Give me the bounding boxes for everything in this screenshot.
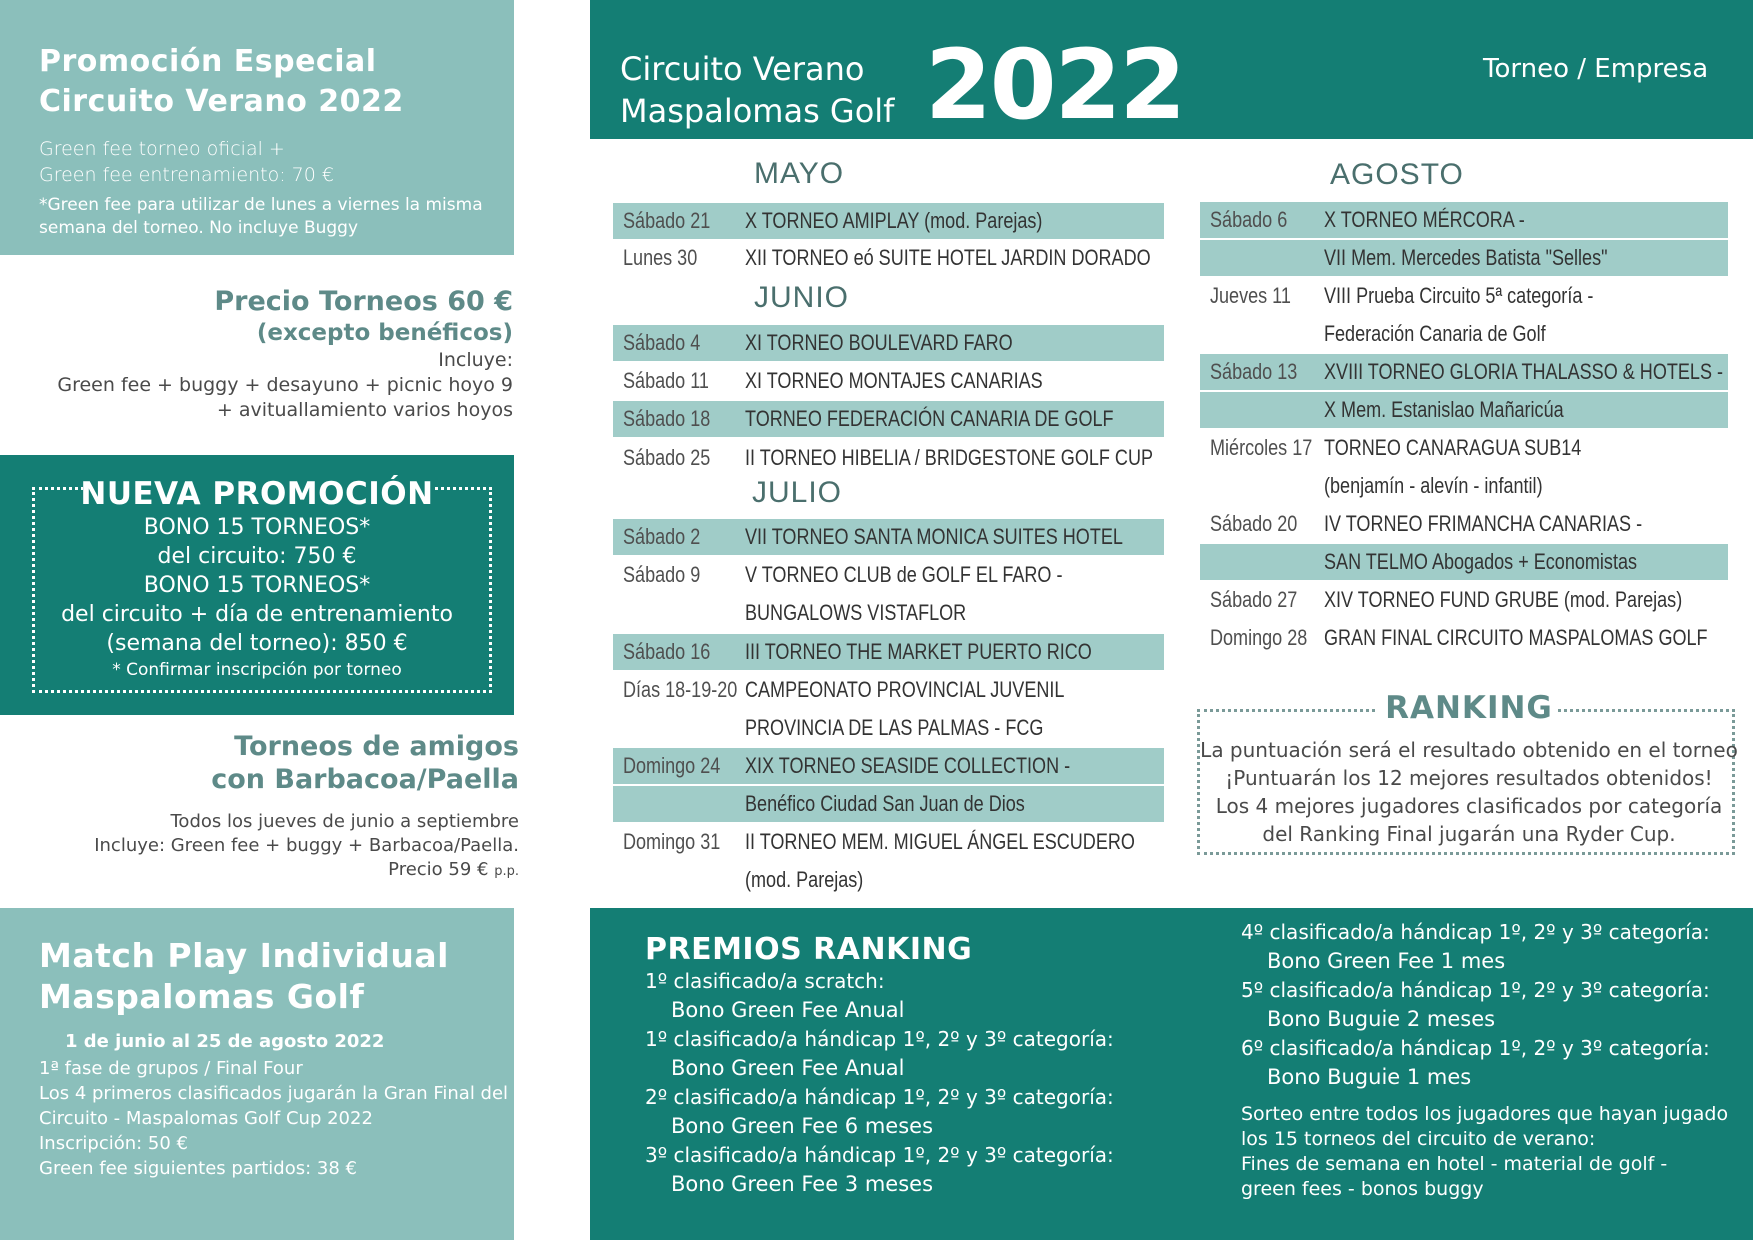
schedule-day: Miércoles 17 bbox=[1210, 435, 1313, 460]
schedule-event: TORNEO CANARAGUA SUB14 bbox=[1324, 435, 1582, 460]
schedule-row bbox=[613, 557, 1164, 593]
premio-3-prize: Bono Green Fee 6 meses bbox=[671, 1114, 934, 1138]
match-dates: 1 de junio al 25 de agosto 2022 bbox=[65, 1031, 385, 1052]
amigos-title-2: con Barbacoa/Paella bbox=[211, 764, 519, 795]
month-julio: JULIO bbox=[752, 476, 843, 509]
match-line-1: 1ª fase de grupos / Final Four bbox=[39, 1058, 303, 1079]
schedule-row bbox=[613, 786, 1164, 822]
schedule-row bbox=[1200, 202, 1728, 238]
sorteo-line-3: Fines de semana en hotel - material de golf - bbox=[1241, 1153, 1668, 1175]
premios-left bbox=[645, 932, 1114, 1199]
torneos-amigos-block bbox=[14, 730, 519, 884]
amigos-line-3 bbox=[14, 858, 519, 884]
schedule-day: Sábado 18 bbox=[623, 406, 711, 431]
schedule-day: Sábado 25 bbox=[623, 445, 711, 470]
schedule-event: Federación Canaria de Golf bbox=[1324, 321, 1546, 346]
precio-line-3: + avituallamiento varios hoyos bbox=[216, 399, 513, 421]
schedule-event: IV TORNEO FRIMANCHA CANARIAS - bbox=[1324, 511, 1643, 536]
schedule-row bbox=[1200, 468, 1728, 504]
premio-5-label: 4º clasificado/a hándicap 1º, 2º y 3º categoría: bbox=[1241, 920, 1710, 944]
schedule-day: Sábado 9 bbox=[623, 562, 701, 587]
nueva-line-4: del circuito + día de entrenamiento bbox=[61, 602, 453, 627]
amigos-price-unit: p.p. bbox=[494, 864, 519, 879]
schedule-event: XIV TORNEO FUND GRUBE (mod. Parejas) bbox=[1324, 587, 1683, 612]
schedule-day: Domingo 24 bbox=[623, 753, 721, 778]
premio-1-label: 1º clasificado/a scratch: bbox=[645, 969, 885, 993]
schedule-row bbox=[1200, 582, 1728, 618]
match-play-box bbox=[0, 908, 514, 1240]
schedule-row bbox=[613, 595, 1164, 631]
schedule-event: VIII Prueba Circuito 5ª categoría - bbox=[1324, 283, 1594, 308]
schedule-row bbox=[613, 862, 1164, 898]
precio-line-1: Incluye: bbox=[438, 349, 513, 371]
premio-5-prize: Bono Green Fee 1 mes bbox=[1267, 949, 1506, 973]
schedule-day: Lunes 30 bbox=[623, 245, 698, 270]
schedule-row bbox=[1200, 620, 1728, 656]
premio-7-prize: Bono Buguie 1 mes bbox=[1267, 1065, 1472, 1089]
month-mayo: MAYO bbox=[754, 157, 845, 190]
schedule-day: Sábado 21 bbox=[623, 208, 711, 233]
schedule-event: III TORNEO THE MARKET PUERTO RICO bbox=[745, 639, 1092, 664]
header-line-1: Circuito Verano bbox=[620, 50, 865, 88]
schedule-event: X TORNEO AMIPLAY (mod. Parejas) bbox=[745, 208, 1043, 233]
schedule-event: PROVINCIA DE LAS PALMAS - FCG bbox=[745, 715, 1044, 740]
precio-subtitle: (excepto benéficos) bbox=[256, 320, 513, 346]
amigos-line-1: Todos los jueves de junio a septiembre bbox=[170, 811, 519, 832]
schedule-day: Sábado 2 bbox=[623, 524, 701, 549]
match-title-2: Maspalomas Golf bbox=[39, 977, 365, 1016]
premios-right bbox=[1241, 918, 1728, 1202]
ranking-line-2: ¡Puntuarán los 12 mejores resultados obtenidos! bbox=[1225, 766, 1713, 790]
schedule-event: X Mem. Estanislao Mañaricúa bbox=[1324, 397, 1564, 422]
sorteo-line-1: Sorteo entre todos los jugadores que hayan jugado bbox=[1241, 1103, 1729, 1125]
schedule-row bbox=[1200, 430, 1728, 466]
schedule-event: II TORNEO HIBELIA / BRIDGESTONE GOLF CUP bbox=[745, 445, 1154, 470]
precio-torneos-block bbox=[13, 286, 513, 423]
schedule-row bbox=[613, 748, 1164, 784]
schedule-row bbox=[1200, 354, 1728, 390]
premio-6-prize: Bono Buguie 2 meses bbox=[1267, 1007, 1496, 1031]
schedule-row bbox=[1200, 506, 1728, 542]
nueva-line-1: BONO 15 TORNEOS* bbox=[143, 515, 371, 540]
schedule-row bbox=[613, 519, 1164, 555]
nueva-note: * Confirmar inscripción por torneo bbox=[112, 660, 402, 680]
ranking-line-1: La puntuación será el resultado obtenido en el torneo bbox=[1200, 738, 1738, 762]
schedule-row bbox=[613, 634, 1164, 670]
header-year: 2022 bbox=[925, 29, 1185, 141]
promo-note-1: *Green fee para utilizar de lunes a viernes la misma bbox=[39, 195, 483, 215]
premio-7-label: 6º clasificado/a hándicap 1º, 2º y 3º categoría: bbox=[1241, 1036, 1710, 1060]
schedule-day: Sábado 16 bbox=[623, 639, 711, 664]
schedule-event: (benjamín - alevín - infantil) bbox=[1324, 473, 1543, 498]
schedule-row bbox=[613, 710, 1164, 746]
schedule-event: V TORNEO CLUB de GOLF EL FARO - bbox=[745, 562, 1063, 587]
match-title-1: Match Play Individual bbox=[39, 936, 449, 975]
schedule-event: CAMPEONATO PROVINCIAL JUVENIL bbox=[745, 677, 1065, 702]
promo-title-2: Circuito Verano 2022 bbox=[39, 84, 404, 119]
amigos-title-1: Torneos de amigos bbox=[234, 731, 519, 762]
schedule-row bbox=[1200, 392, 1728, 428]
schedule-row bbox=[613, 325, 1164, 361]
schedule-day: Sábado 6 bbox=[1210, 207, 1288, 232]
promo-note-2: semana del torneo. No incluye Buggy bbox=[39, 218, 359, 238]
premio-2-label: 1º clasificado/a hándicap 1º, 2º y 3º categoría: bbox=[645, 1027, 1114, 1051]
schedule-day: Sábado 20 bbox=[1210, 511, 1298, 536]
schedule-row bbox=[1200, 316, 1728, 352]
schedule-event: XII TORNEO eó SUITE HOTEL JARDIN DORADO bbox=[745, 245, 1151, 270]
schedule-row bbox=[1200, 278, 1728, 314]
premio-4-label: 3º clasificado/a hándicap 1º, 2º y 3º categoría: bbox=[645, 1143, 1114, 1167]
match-line-4: Inscripción: 50 € bbox=[39, 1133, 189, 1154]
nueva-line-2: del circuito: 750 € bbox=[157, 544, 357, 569]
schedule-row bbox=[613, 440, 1164, 476]
ranking-line-4: del Ranking Final jugarán una Ryder Cup. bbox=[1262, 822, 1676, 846]
schedule-event: Benéfico Ciudad San Juan de Dios bbox=[745, 791, 1025, 816]
premio-3-label: 2º clasificado/a hándicap 1º, 2º y 3º categoría: bbox=[645, 1085, 1114, 1109]
month-agosto: AGOSTO bbox=[1330, 158, 1464, 191]
nueva-line-5: (semana del torneo): 850 € bbox=[106, 631, 408, 656]
header-line-2: Maspalomas Golf bbox=[620, 92, 895, 130]
schedule-day: Domingo 28 bbox=[1210, 625, 1308, 650]
nueva-title: NUEVA PROMOCIÓN bbox=[80, 476, 434, 512]
schedule-event: TORNEO FEDERACIÓN CANARIA DE GOLF bbox=[745, 406, 1114, 431]
schedule-day: Días 18-19-20 bbox=[623, 677, 738, 702]
schedule-event: BUNGALOWS VISTAFLOR bbox=[745, 600, 967, 625]
match-line-5: Green fee siguientes partidos: 38 € bbox=[39, 1158, 357, 1179]
sorteo-line-2: los 15 torneos del circuito de verano: bbox=[1241, 1128, 1596, 1150]
amigos-price: Precio 59 € bbox=[388, 859, 489, 880]
schedule-event: XI TORNEO MONTAJES CANARIAS bbox=[745, 368, 1043, 393]
schedule-day: Sábado 4 bbox=[623, 330, 701, 355]
precio-title: Precio Torneos 60 € bbox=[214, 286, 513, 317]
schedule-event: X TORNEO MÉRCORA - bbox=[1324, 207, 1525, 232]
schedule-day: Domingo 31 bbox=[623, 829, 721, 854]
schedule-event: XI TORNEO BOULEVARD FARO bbox=[745, 330, 1013, 355]
promo-title-1: Promoción Especial bbox=[39, 44, 377, 79]
sorteo-line-4: green fees - bonos buggy bbox=[1241, 1178, 1484, 1200]
schedule-event: GRAN FINAL CIRCUITO MASPALOMAS GOLF bbox=[1324, 625, 1708, 650]
schedule-row bbox=[613, 363, 1164, 399]
schedule-row bbox=[613, 401, 1164, 437]
promo-line-1: Green fee torneo oficial + bbox=[39, 138, 285, 160]
schedule-event: XVIII TORNEO GLORIA THALASSO & HOTELS - bbox=[1324, 359, 1724, 384]
schedule-day: Jueves 11 bbox=[1210, 283, 1291, 308]
header-subtitle bbox=[620, 48, 894, 132]
match-line-3: Circuito - Maspalomas Golf Cup 2022 bbox=[39, 1108, 373, 1129]
schedule-day: Sábado 11 bbox=[623, 368, 709, 393]
month-junio: JUNIO bbox=[754, 281, 849, 314]
schedule-event: VII Mem. Mercedes Batista "Selles" bbox=[1324, 245, 1608, 270]
premio-2-prize: Bono Green Fee Anual bbox=[671, 1056, 905, 1080]
schedule-row bbox=[613, 672, 1164, 708]
schedule-row bbox=[1200, 240, 1728, 276]
precio-line-2: Green fee + buggy + desayuno + picnic hoyo 9 bbox=[57, 374, 513, 396]
schedule-event: II TORNEO MEM. MIGUEL ÁNGEL ESCUDERO bbox=[745, 829, 1135, 854]
schedule-row bbox=[613, 824, 1164, 860]
premio-4-prize: Bono Green Fee 3 meses bbox=[671, 1172, 934, 1196]
schedule-event: XIX TORNEO SEASIDE COLLECTION - bbox=[745, 753, 1071, 778]
nueva-line-3: BONO 15 TORNEOS* bbox=[143, 573, 371, 598]
schedule-row bbox=[613, 240, 1164, 276]
header-torneo-empresa: Torneo / Empresa bbox=[1483, 54, 1709, 84]
schedule-row bbox=[613, 203, 1164, 239]
match-line-2: Los 4 primeros clasificados jugarán la Gran Final del bbox=[39, 1083, 509, 1104]
schedule-event: SAN TELMO Abogados + Economistas bbox=[1324, 549, 1638, 574]
ranking-title: RANKING bbox=[1385, 690, 1553, 726]
premio-6-label: 5º clasificado/a hándicap 1º, 2º y 3º categoría: bbox=[1241, 978, 1710, 1002]
premio-1-prize: Bono Green Fee Anual bbox=[671, 998, 905, 1022]
amigos-line-2: Incluye: Green fee + buggy + Barbacoa/Paella. bbox=[94, 835, 519, 856]
schedule-row bbox=[1200, 544, 1728, 580]
schedule-day: Sábado 27 bbox=[1210, 587, 1298, 612]
schedule-day: Sábado 13 bbox=[1210, 359, 1298, 384]
promo-line-2: Green fee entrenamiento: 70 € bbox=[39, 164, 334, 186]
promo-especial-box bbox=[0, 0, 514, 255]
ranking-text bbox=[1197, 736, 1741, 848]
schedule-event: (mod. Parejas) bbox=[745, 867, 864, 892]
nueva-promocion-content bbox=[0, 475, 514, 682]
premios-title: PREMIOS RANKING bbox=[645, 932, 973, 967]
ranking-line-3: Los 4 mejores jugadores clasificados por categoría bbox=[1215, 794, 1723, 818]
schedule-event: VII TORNEO SANTA MONICA SUITES HOTEL bbox=[745, 524, 1123, 549]
